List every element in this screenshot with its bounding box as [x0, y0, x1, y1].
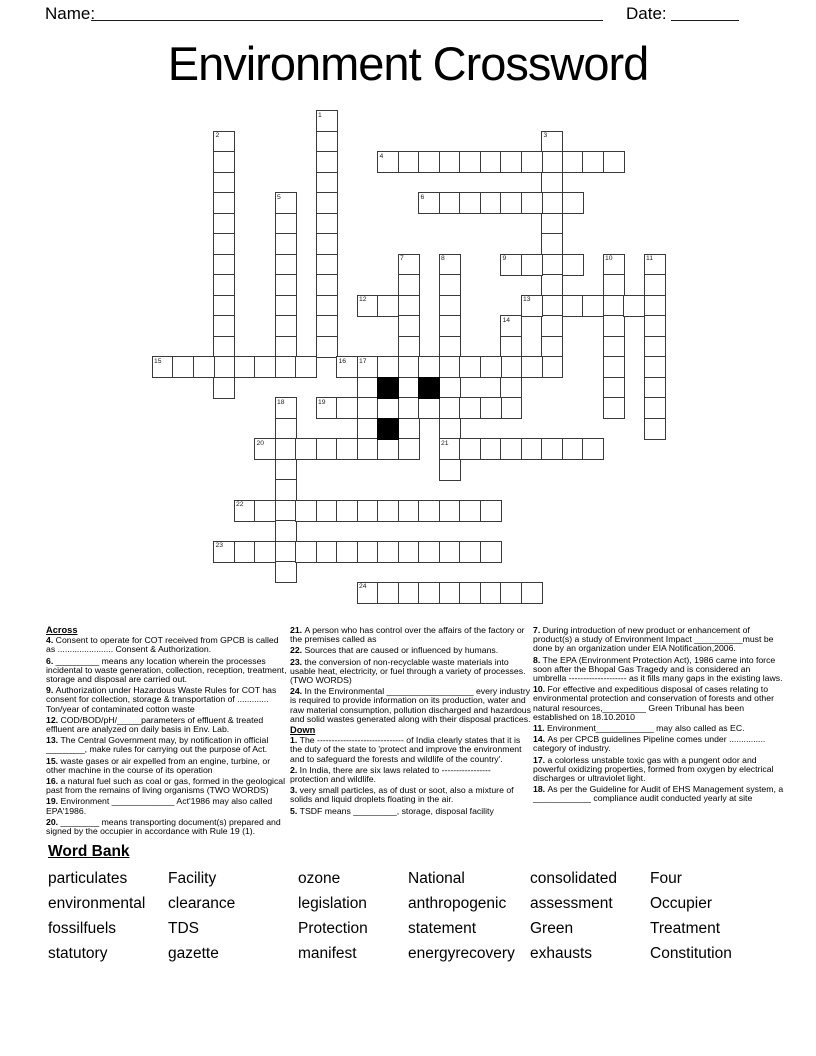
grid-cell-r12-c22[interactable] [603, 356, 625, 378]
grid-cell-r9-c6[interactable] [275, 295, 297, 317]
word-bank-grid [48, 870, 788, 963]
grid-cell-r16-c5[interactable] [254, 438, 276, 460]
grid-cell-r12-c13[interactable] [418, 356, 440, 378]
grid-cell-r8-c12[interactable] [398, 274, 420, 296]
word-bank-word: ozone [298, 870, 341, 887]
grid-black-cell [377, 418, 399, 440]
grid-cell-r9-c19[interactable] [541, 295, 563, 317]
grid-cell-r21-c12[interactable] [398, 541, 420, 563]
clues-column-left [46, 626, 289, 838]
grid-cell-r9-c14[interactable] [439, 295, 461, 317]
cell-number: 10 [605, 255, 613, 262]
grid-cell-r4-c8[interactable] [316, 192, 338, 214]
clue-item-10: 10. For effective and expeditious disposal of cases relating to environmental protection and conservation of forests and other natural resources,_________ Green Tribunal has been established on 18.10.2010 [533, 684, 774, 722]
cell-number: 12 [359, 296, 367, 303]
grid-cell-r23-c17[interactable] [500, 582, 522, 604]
grid-cell-r9-c18[interactable] [521, 295, 543, 317]
grid-cell-r7-c6[interactable] [275, 254, 297, 276]
grid-cell-r11-c6[interactable] [275, 336, 297, 358]
clue-item-18: 18. As per the Guideline for Audit of EHS Management system, a ____________ compliance audit conducted yearly at site [533, 784, 784, 804]
grid-cell-r12-c10[interactable] [357, 356, 379, 378]
grid-cell-r16-c6[interactable] [275, 438, 297, 460]
grid-cell-r13-c12[interactable] [398, 377, 420, 399]
cell-number: 13 [523, 296, 531, 303]
grid-cell-r7-c19[interactable] [541, 254, 563, 276]
grid-cell-r2-c8[interactable] [316, 151, 338, 173]
word-bank-word: Treatment [650, 920, 721, 937]
grid-cell-r21-c11[interactable] [377, 541, 399, 563]
clue-item-11: 11. Environment____________ may also called as EC. [533, 723, 745, 734]
grid-cell-r14-c22[interactable] [603, 397, 625, 419]
word-bank-word: particulates [48, 870, 128, 887]
grid-cell-r12-c0[interactable] [152, 356, 174, 378]
grid-cell-r12-c1[interactable] [172, 356, 194, 378]
grid-cell-r8-c6[interactable] [275, 274, 297, 296]
word-bank-word: energyrecovery [408, 945, 515, 962]
grid-cell-r19-c6[interactable] [275, 500, 297, 522]
word-bank-word: legislation [298, 895, 367, 912]
grid-cell-r8-c24[interactable] [644, 274, 666, 296]
grid-cell-r16-c12[interactable] [398, 438, 420, 460]
grid-cell-r9-c21[interactable] [582, 295, 604, 317]
clue-item-19: 19. Environment _____________ Act'1986 may also called EPA'1986. [46, 796, 273, 816]
grid-cell-r18-c6[interactable] [275, 479, 297, 501]
grid-cell-r4-c18[interactable] [521, 192, 543, 214]
grid-cell-r9-c24[interactable] [644, 295, 666, 317]
word-bank-word: Four [650, 870, 682, 887]
clue-item-23: 23. the conversion of non-recyclable waste materials into usable heat, electricity, or fuel through a variety of processes. (TWO WORDS) [290, 656, 526, 686]
grid-cell-r14-c10[interactable] [357, 397, 379, 419]
grid-cell-r4-c13[interactable] [418, 192, 440, 214]
grid-cell-r14-c11[interactable] [377, 397, 399, 419]
word-bank-word: manifest [298, 945, 357, 962]
grid-cell-r19-c5[interactable] [254, 500, 276, 522]
grid-cell-r11-c17[interactable] [500, 336, 522, 358]
grid-cell-r13-c14[interactable] [439, 377, 461, 399]
grid-cell-r12-c19[interactable] [541, 356, 563, 378]
grid-cell-r14-c13[interactable] [418, 397, 440, 419]
cell-number: 8 [441, 255, 445, 262]
grid-cell-r16-c21[interactable] [582, 438, 604, 460]
cell-number: 7 [400, 255, 404, 262]
grid-cell-r16-c18[interactable] [521, 438, 543, 460]
grid-cell-r4-c15[interactable] [459, 192, 481, 214]
grid-cell-r11-c3[interactable] [213, 336, 235, 358]
grid-cell-r7-c24[interactable] [644, 254, 666, 276]
clue-item-2: 2. In India, there are six laws related to ----------------- protection and wildlife. [290, 764, 491, 785]
grid-cell-r16-c15[interactable] [459, 438, 481, 460]
grid-cell-r2-c11[interactable] [377, 151, 399, 173]
word-bank-word: anthropogenic [408, 895, 507, 912]
grid-cell-r8-c3[interactable] [213, 274, 235, 296]
grid-cell-r21-c8[interactable] [316, 541, 338, 563]
clue-item-22: 22. Sources that are caused or influenced by humans. [290, 645, 499, 656]
word-bank-word: fossilfuels [48, 920, 117, 937]
cell-number: 11 [646, 255, 654, 262]
grid-cell-r4-c14[interactable] [439, 192, 461, 214]
grid-cell-r17-c14[interactable] [439, 459, 461, 481]
grid-cell-r7-c20[interactable] [562, 254, 584, 276]
cell-number: 24 [359, 583, 367, 590]
word-bank-word: environmental [48, 895, 146, 912]
grid-cell-r19-c10[interactable] [357, 500, 379, 522]
grid-cell-r6-c19[interactable] [541, 233, 563, 255]
grid-cell-r16-c7[interactable] [295, 438, 317, 460]
grid-cell-r5-c19[interactable] [541, 213, 563, 235]
grid-cell-r9-c11[interactable] [377, 295, 399, 317]
grid-cell-r1-c19[interactable] [541, 131, 563, 153]
clue-item-13: 13. The Central Government may, by notification in official ________, make rules for carrying out the purpose of Act. [46, 735, 269, 755]
clue-item-12: 12. COD/BOD/pH/_____parameters of effluent & treated effluent are analyzed on daily basis in Env. Lab. [46, 714, 264, 735]
grid-cell-r12-c9[interactable] [336, 356, 358, 378]
word-bank-word: Occupier [650, 895, 713, 912]
grid-cell-r19-c4[interactable] [234, 500, 256, 522]
word-bank-word: clearance [168, 895, 236, 912]
grid-cell-r1-c3[interactable] [213, 131, 235, 153]
grid-cell-r13-c10[interactable] [357, 377, 379, 399]
cell-number: 20 [256, 439, 265, 447]
grid-cell-r6-c8[interactable] [316, 233, 338, 255]
word-bank-word: Constitution [650, 945, 732, 962]
grid-cell-r19-c8[interactable] [316, 500, 338, 522]
grid-cell-r23-c18[interactable] [521, 582, 543, 604]
clue-item-24: 24. In the Environmental __________________ every industry is required to provide information on its production, water and raw material consumption, pollution discharged and hazardous and solid wastes generated along with their disposal practices. [290, 686, 531, 724]
grid-cell-r5-c3[interactable] [213, 213, 235, 235]
grid-cell-r19-c16[interactable] [480, 500, 502, 522]
grid-cell-r10-c19[interactable] [541, 315, 563, 337]
cell-number: 9 [502, 255, 507, 262]
grid-cell-r17-c6[interactable] [275, 459, 297, 481]
grid-cell-r11-c19[interactable] [541, 336, 563, 358]
grid-cell-r22-c6[interactable] [275, 561, 297, 583]
grid-cell-r2-c16[interactable] [480, 151, 502, 173]
grid-cell-r4-c6[interactable] [275, 192, 297, 214]
grid-cell-r23-c12[interactable] [398, 582, 420, 604]
grid-cell-r15-c12[interactable] [398, 418, 420, 440]
cell-number: 19 [318, 398, 326, 406]
grid-cell-r8-c22[interactable] [603, 274, 625, 296]
word-bank [48, 843, 788, 963]
cell-number: 14 [502, 316, 511, 324]
grid-cell-r10-c17[interactable] [500, 315, 522, 337]
word-bank-word: Protection [298, 920, 368, 937]
cell-number: 5 [277, 193, 281, 201]
grid-cell-r12-c16[interactable] [480, 356, 502, 378]
grid-cell-r9-c23[interactable] [623, 295, 645, 317]
grid-cell-r2-c15[interactable] [459, 151, 481, 173]
grid-cell-r13-c22[interactable] [603, 377, 625, 399]
word-bank-word: National [408, 870, 465, 887]
grid-cell-r14-c15[interactable] [459, 397, 481, 419]
grid-cell-r10-c14[interactable] [439, 315, 461, 337]
grid-cell-r16-c11[interactable] [377, 438, 399, 460]
grid-cell-r9-c3[interactable] [213, 295, 235, 317]
grid-cell-r7-c12[interactable] [398, 254, 420, 276]
grid-cell-r21-c7[interactable] [295, 541, 317, 563]
clue-item-8: 8. The EPA (Environment Protection Act), 1986 came into force soon after the Bhopal Gas Tragedy and is considered an umbrella -------------------- as it fills many gaps in the existing laws. [533, 654, 783, 684]
grid-cell-r19-c7[interactable] [295, 500, 317, 522]
grid-cell-r21-c15[interactable] [459, 541, 481, 563]
grid-cell-r4-c19[interactable] [541, 192, 563, 214]
grid-cell-r9-c8[interactable] [316, 295, 338, 317]
word-bank-word: gazette [168, 945, 219, 962]
grid-cell-r5-c6[interactable] [275, 213, 297, 235]
grid-cell-r9-c10[interactable] [357, 295, 379, 317]
word-bank-word: assessment [530, 895, 613, 912]
grid-cell-r21-c14[interactable] [439, 541, 461, 563]
grid-cell-r14-c6[interactable] [275, 397, 297, 419]
grid-cell-r2-c13[interactable] [418, 151, 440, 173]
clue-item-21: 21. A person who has control over the affairs of the factory or the premises called as [290, 625, 525, 645]
cell-number: 17 [359, 357, 367, 365]
grid-cell-r19-c13[interactable] [418, 500, 440, 522]
grid-cell-r12-c15[interactable] [459, 356, 481, 378]
grid-cell-r11-c12[interactable] [398, 336, 420, 358]
grid-cell-r12-c24[interactable] [644, 356, 666, 378]
grid-cell-r7-c17[interactable] [500, 254, 522, 276]
grid-cell-r21-c5[interactable] [254, 541, 276, 563]
clue-item-14: 14. As per CPCB guidelines Pipeline comes under ............... category of industry. [533, 734, 766, 754]
grid-cell-r13-c24[interactable] [644, 377, 666, 399]
grid-cell-r14-c8[interactable] [316, 397, 338, 419]
grid-cell-r16-c20[interactable] [562, 438, 584, 460]
grid-cell-r2-c12[interactable] [398, 151, 420, 173]
grid-cell-r2-c18[interactable] [521, 151, 543, 173]
clues-column-middle [290, 626, 531, 818]
grid-cell-r21-c6[interactable] [275, 541, 297, 563]
clue-item-20: 20. ________ means transporting document(s) prepared and signed by the occupier in accordance with Rule 19 (1). [46, 816, 281, 837]
grid-cell-r7-c14[interactable] [439, 254, 461, 276]
grid-cell-r2-c17[interactable] [500, 151, 522, 173]
grid-cell-r5-c8[interactable] [316, 213, 338, 235]
word-bank-word: exhausts [530, 945, 593, 962]
grid-cell-r12-c3[interactable] [213, 356, 235, 378]
grid-cell-r15-c24[interactable] [644, 418, 666, 440]
grid-cell-r12-c7[interactable] [295, 356, 317, 378]
clue-item-15: 15. waste gases or air expelled from an engine, turbine, or other machine in the course of its operation [46, 755, 271, 775]
grid-cell-r15-c14[interactable] [439, 418, 461, 440]
grid-cell-r20-c6[interactable] [275, 520, 297, 542]
word-bank-word: statement [408, 920, 477, 937]
grid-cell-r3-c8[interactable] [316, 172, 338, 194]
grid-cell-r6-c3[interactable] [213, 233, 235, 255]
grid-cell-r4-c3[interactable] [213, 192, 235, 214]
word-bank-word: Green [530, 920, 574, 937]
clue-item-5: 5. TSDF means _________, storage, disposal facility [290, 805, 494, 816]
grid-cell-r4-c17[interactable] [500, 192, 522, 214]
grid-cell-r12-c12[interactable] [398, 356, 420, 378]
grid-cell-r16-c16[interactable] [480, 438, 502, 460]
grid-cell-r3-c19[interactable] [541, 172, 563, 194]
grid-cell-r19-c12[interactable] [398, 500, 420, 522]
grid-cell-r8-c8[interactable] [316, 274, 338, 296]
grid-cell-r10-c3[interactable] [213, 315, 235, 337]
grid-cell-r19-c9[interactable] [336, 500, 358, 522]
grid-cell-r12-c17[interactable] [500, 356, 522, 378]
grid-cell-r16-c8[interactable] [316, 438, 338, 460]
clue-item-4: 4. Consent to operate for COT received from GPCB is called as ....................... Consent & Authorization. [46, 635, 279, 655]
clue-item-16: 16. a natural fuel such as coal or gas, formed in the geological past from the remains of living organisms (TWO WORDS) [46, 776, 286, 796]
cell-number: 21 [441, 439, 449, 447]
grid-cell-r6-c6[interactable] [275, 233, 297, 255]
clue-item-7: 7. During introduction of new product or enhancement of product(s) a study of Environment Impact __________must be done by an organization under EIA Notification,2006. [533, 625, 774, 654]
grid-cell-r10-c24[interactable] [644, 315, 666, 337]
grid-cell-r12-c14[interactable] [439, 356, 461, 378]
grid-cell-r2-c14[interactable] [439, 151, 461, 173]
grid-cell-r16-c19[interactable] [541, 438, 563, 460]
clues-column-right [533, 626, 785, 806]
clue-item-3: 3. very small particles, as of dust or soot, also a mixture of solids and liquid droplets floating in the air. [290, 785, 514, 805]
grid-cell-r10-c8[interactable] [316, 315, 338, 337]
grid-black-cell [377, 377, 399, 399]
grid-cell-r23-c14[interactable] [439, 582, 461, 604]
grid-cell-r21-c9[interactable] [336, 541, 358, 563]
grid-cell-r11-c8[interactable] [316, 336, 338, 358]
grid-cell-r11-c22[interactable] [603, 336, 625, 358]
grid-cell-r7-c22[interactable] [603, 254, 625, 276]
cell-number: 23 [215, 542, 224, 549]
grid-cell-r7-c18[interactable] [521, 254, 543, 276]
grid-cell-r10-c12[interactable] [398, 315, 420, 337]
word-bank-heading: Word Bank [48, 843, 130, 860]
grid-cell-r11-c14[interactable] [439, 336, 461, 358]
grid-cell-r12-c5[interactable] [254, 356, 276, 378]
grid-cell-r12-c4[interactable] [234, 356, 256, 378]
grid-cell-r11-c24[interactable] [644, 336, 666, 358]
grid-cell-r2-c20[interactable] [562, 151, 584, 173]
cell-number: 2 [215, 132, 220, 139]
grid-cell-r12-c2[interactable] [193, 356, 215, 378]
clue-item-1: 1. The ------------------------------ of India clearly states that it is the duty of the state to 'protect and improve the environment and to safeguard the forests and wildlife of the country'. [290, 735, 522, 764]
grid-cell-r21-c4[interactable] [234, 541, 256, 563]
grid-cell-r19-c15[interactable] [459, 500, 481, 522]
date-label: Date: [626, 4, 667, 23]
grid-cell-r9-c12[interactable] [398, 295, 420, 317]
grid-cell-r23-c10[interactable] [357, 582, 379, 604]
grid-cell-r14-c12[interactable] [398, 397, 420, 419]
grid-black-cell [418, 377, 440, 399]
grid-cell-r14-c16[interactable] [480, 397, 502, 419]
page-title: Environment Crossword [167, 37, 649, 90]
grid-cell-r21-c13[interactable] [418, 541, 440, 563]
grid-cell-r8-c14[interactable] [439, 274, 461, 296]
cell-number: 18 [277, 398, 285, 406]
grid-cell-r2-c22[interactable] [603, 151, 625, 173]
grid-cell-r21-c10[interactable] [357, 541, 379, 563]
grid-cell-r4-c16[interactable] [480, 192, 502, 214]
clue-item-6: 6. _________ means any location wherein the processes incidental to waste generation, collection, reception, treatment, storage and disposal are carried out. [46, 655, 287, 685]
grid-cell-r16-c9[interactable] [336, 438, 358, 460]
grid-cell-r9-c22[interactable] [603, 295, 625, 317]
grid-cell-r12-c11[interactable] [377, 356, 399, 378]
grid-cell-r21-c16[interactable] [480, 541, 502, 563]
grid-cell-r13-c17[interactable] [500, 377, 522, 399]
grid-cell-r15-c6[interactable] [275, 418, 297, 440]
grid-cell-r9-c20[interactable] [562, 295, 584, 317]
clue-item-9: 9. Authorization under Hazardous Waste Rules for COT has consent for collection, storage & transportation of ............. Ton/year of contaminated cotton waste [46, 685, 277, 714]
grid-cell-r7-c3[interactable] [213, 254, 235, 276]
grid-cell-r23-c16[interactable] [480, 582, 502, 604]
grid-cell-r23-c13[interactable] [418, 582, 440, 604]
grid-cell-r19-c14[interactable] [439, 500, 461, 522]
cell-number: 22 [236, 501, 244, 508]
word-bank-word: TDS [168, 920, 199, 937]
clue-item-17: 17. a colorless unstable toxic gas with a pungent odor and powerful oxidizing properties, formed from oxygen by electrical discharges or ultraviolet light. [533, 754, 774, 784]
word-bank-word: Facility [168, 870, 217, 887]
cell-number: 15 [154, 357, 162, 365]
grid-cell-r14-c17[interactable] [500, 397, 522, 419]
grid-cell-r10-c22[interactable] [603, 315, 625, 337]
grid-cell-r16-c10[interactable] [357, 438, 379, 460]
grid-cell-r2-c21[interactable] [582, 151, 604, 173]
grid-cell-r16-c17[interactable] [500, 438, 522, 460]
grid-cell-r8-c19[interactable] [541, 274, 563, 296]
word-bank-word: consolidated [530, 870, 618, 887]
grid-cell-r21-c3[interactable] [213, 541, 235, 563]
clue-heading-down: Down [290, 725, 316, 736]
name-label: Name: [45, 4, 96, 23]
grid-cell-r4-c20[interactable] [562, 192, 584, 214]
grid-cell-r7-c8[interactable] [316, 254, 338, 276]
grid-cell-r23-c11[interactable] [377, 582, 399, 604]
grid-cell-r2-c3[interactable] [213, 151, 235, 173]
cell-number: 6 [420, 193, 425, 201]
grid-cell-r1-c8[interactable] [316, 131, 338, 153]
grid-cell-r3-c3[interactable] [213, 172, 235, 194]
grid-cell-r14-c24[interactable] [644, 397, 666, 419]
grid-cell-r19-c11[interactable] [377, 500, 399, 522]
cell-number: 16 [338, 357, 347, 365]
grid-cell-r23-c15[interactable] [459, 582, 481, 604]
grid-cell-r2-c19[interactable] [541, 151, 563, 173]
cell-number: 3 [543, 132, 548, 139]
grid-cell-r16-c14[interactable] [439, 438, 461, 460]
grid-cell-r0-c8[interactable] [316, 110, 338, 132]
word-bank-word: statutory [48, 945, 108, 962]
grid-cell-r14-c9[interactable] [336, 397, 358, 419]
grid-cell-r14-c14[interactable] [439, 397, 461, 419]
grid-cell-r15-c10[interactable] [357, 418, 379, 440]
cell-number: 4 [379, 152, 384, 160]
grid-cell-r12-c18[interactable] [521, 356, 543, 378]
grid-cell-r13-c3[interactable] [213, 377, 235, 399]
grid-cell-r10-c6[interactable] [275, 315, 297, 337]
grid-cell-r12-c6[interactable] [275, 356, 297, 378]
clue-heading-across: Across [46, 625, 78, 635]
cell-number: 1 [318, 111, 322, 119]
